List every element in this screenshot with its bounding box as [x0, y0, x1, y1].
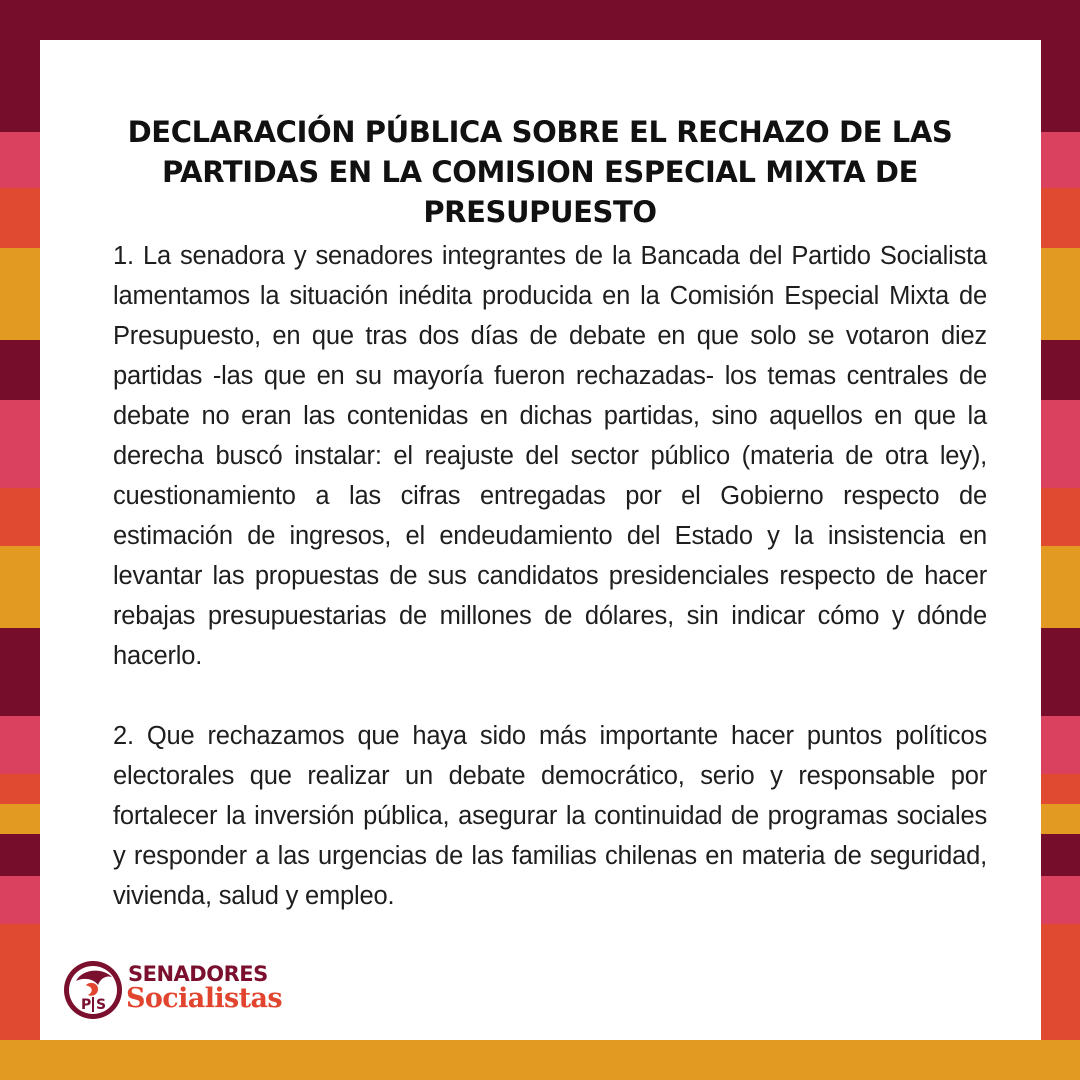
senadores-socialistas-logo [62, 956, 362, 1026]
logo-senadores-text: SENADORES [128, 962, 268, 986]
emblem-letter-p: P [81, 997, 92, 1013]
declaration-title: DECLARACIÓN PÚBLICA SOBRE EL RECHAZO DE LAS PARTIDAS EN LA COMISION ESPECIAL MIXTA DE PRESUPUESTO [127, 115, 953, 229]
rose-emblem-icon [62, 959, 124, 1021]
declaration-paragraph-2: 2. Que rechazamos que haya sido más importante hacer puntos políticos electorales que realizar un debate democrático, serio y responsable por fortalecer la inversión pública, asegurar la continuidad de programas sociales y responder a las urgencias de las familias chilenas en materia de seguridad, vivienda, salud y empleo. [113, 722, 987, 910]
logo-socialistas-text: Socialistas [126, 983, 282, 1014]
emblem-letter-s: S [96, 997, 107, 1013]
declaration-paragraph-1: 1. La senadora y senadores integrantes de la Bancada del Partido Socialista lamentamos la situación inédita producida en la Comisión Especial Mixta de Presupuesto, en que tras dos días de debate en que solo se votaron diez partidas -las que en su mayoría fueron rechazadas- los temas centrales de debate no eran las contenidas en dichas partidas, sino aquellos en que la derecha buscó instalar: el reajuste del sector público (materia de otra ley), cuestionamiento a las cifras entregadas por el Gobierno respecto de estimación de ingresos, el endeudamiento del Estado y la insistencia en levantar las propuestas de sus candidatos presidenciales respecto de hacer rebajas presupuestarias de millones de dólares, sin indicar cómo y dónde hacerlo. [113, 242, 987, 670]
declaration-card [40, 40, 1041, 1040]
stripe [0, 1040, 1080, 1080]
